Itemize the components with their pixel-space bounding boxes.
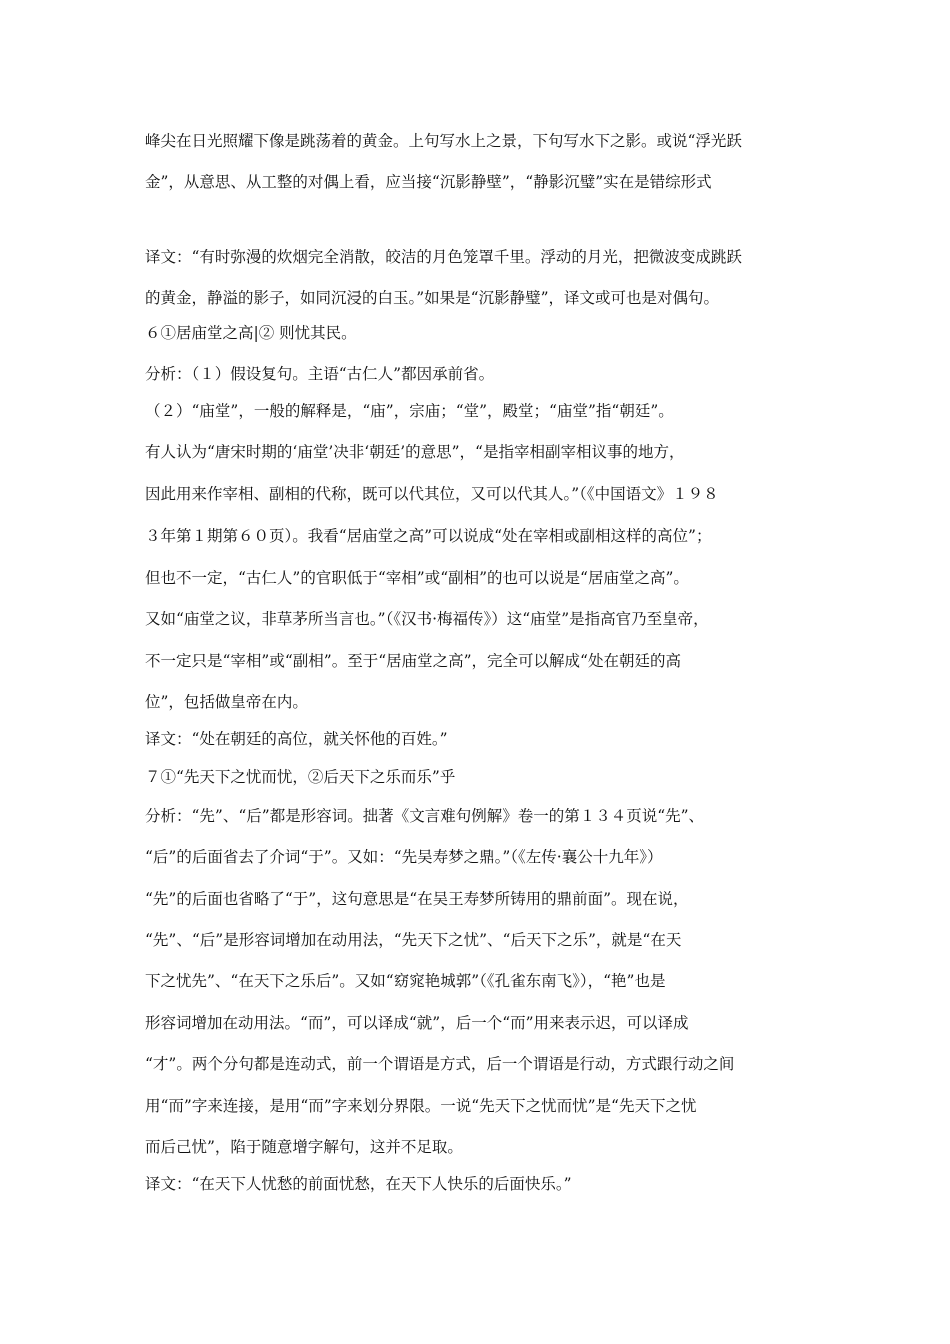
text-line: 分析：“先”、“后”都是形容词。拙著《文言难句例解》卷一的第１３４页说“先”、 [145,807,705,825]
text-line: ３年第１期第６０页）。我看“居庙堂之高”可以说成“处在宰相或副相这样的高位”； [145,527,712,545]
text-line: 不一定只是“宰相”或“副相”。至于“居庙堂之高”，完全可以解成“处在朝廷的高 [145,652,681,670]
text-line: “先”的后面也省略了“于”，这句意思是“在吴王寿梦所铸用的鼎前面”。现在说， [145,890,689,908]
text-line: 用“而”字来连接，是用“而”字来划分界限。一说“先天下之忧而忧”是“先天下之忧 [145,1097,697,1115]
text-line: “先”、“后”是形容词增加在动用法，“先天下之忧”、“后天下之乐”，就是“在天 [145,931,682,949]
text-line: 而后己忧”，陷于随意增字解句，这并不足取。 [145,1138,463,1156]
text-line: 位”，包括做皇帝在内。 [145,693,308,711]
section-heading: ６①居庙堂之高|② 则忧其民。 [145,324,357,342]
text-line: （２）“庙堂”，一般的解释是，“庙”，宗庙；“堂”，殿堂；“庙堂”指“朝廷”。 [145,402,674,420]
text-line: 译文：“在天下人忧愁的前面忧愁，在天下人快乐的后面快乐。” [145,1175,572,1193]
section-heading: ７①“先天下之忧而忧，②后天下之乐而乐”乎 [145,768,456,786]
text-line: 但也不一定，“古仁人”的官职低于“宰相”或“副相”的也可以说是“居庙堂之高”。 [145,569,689,587]
text-line: 峰尖在日光照耀下像是跳荡着的黄金。上句写水上之景，下句写水下之影。或说“浮光跃 [145,132,742,150]
text-line: 又如“庙堂之议，非草茅所当言也。”（《汉书·梅福传》）这“庙堂”是指高官乃至皇帝， [145,610,709,628]
text-line: “后”的后面省去了介词“于”。又如：“先吴寿梦之鼎。”（《左传·襄公十九年》） [145,848,663,866]
text-line: 因此用来作宰相、副相的代称，既可以代其位，又可以代其人。”（《中国语文》１９８ [145,485,719,503]
text-line: 下之忧先”、“在天下之乐后”。又如“窈窕艳城郭”（《孔雀东南飞》），“艳”也是 [145,972,666,990]
text-line: 译文：“有时弥漫的炊烟完全消散，皎洁的月色笼罩千里。浮动的月光，把微波变成跳跃 [145,248,742,266]
text-line: 有人认为“唐宋时期的‘庙堂’决非‘朝廷’的意思”，“是指宰相副宰相议事的地方， [145,443,685,461]
text-line: 译文：“处在朝廷的高位，就关怀他的百姓。” [145,730,448,748]
text-line: 金”，从意思、从工整的对偶上看，应当接“沉影静壁”，“静影沉璧”实在是错综形式 [145,173,712,191]
text-line: 的黄金，静溢的影子，如同沉浸的白玉。”如果是“沉影静璧”，译文或可也是对偶句。 [145,289,720,307]
text-line: “才”。两个分句都是连动式，前一个谓语是方式，后一个谓语是行动，方式跟行动之间 [145,1055,735,1073]
text-line: 形容词增加在动用法。“而”，可以译成“就”，后一个“而”用来表示迟，可以译成 [145,1014,689,1032]
text-line: 分析：（１）假设复句。主语“古仁人”都因承前省。 [145,365,495,383]
